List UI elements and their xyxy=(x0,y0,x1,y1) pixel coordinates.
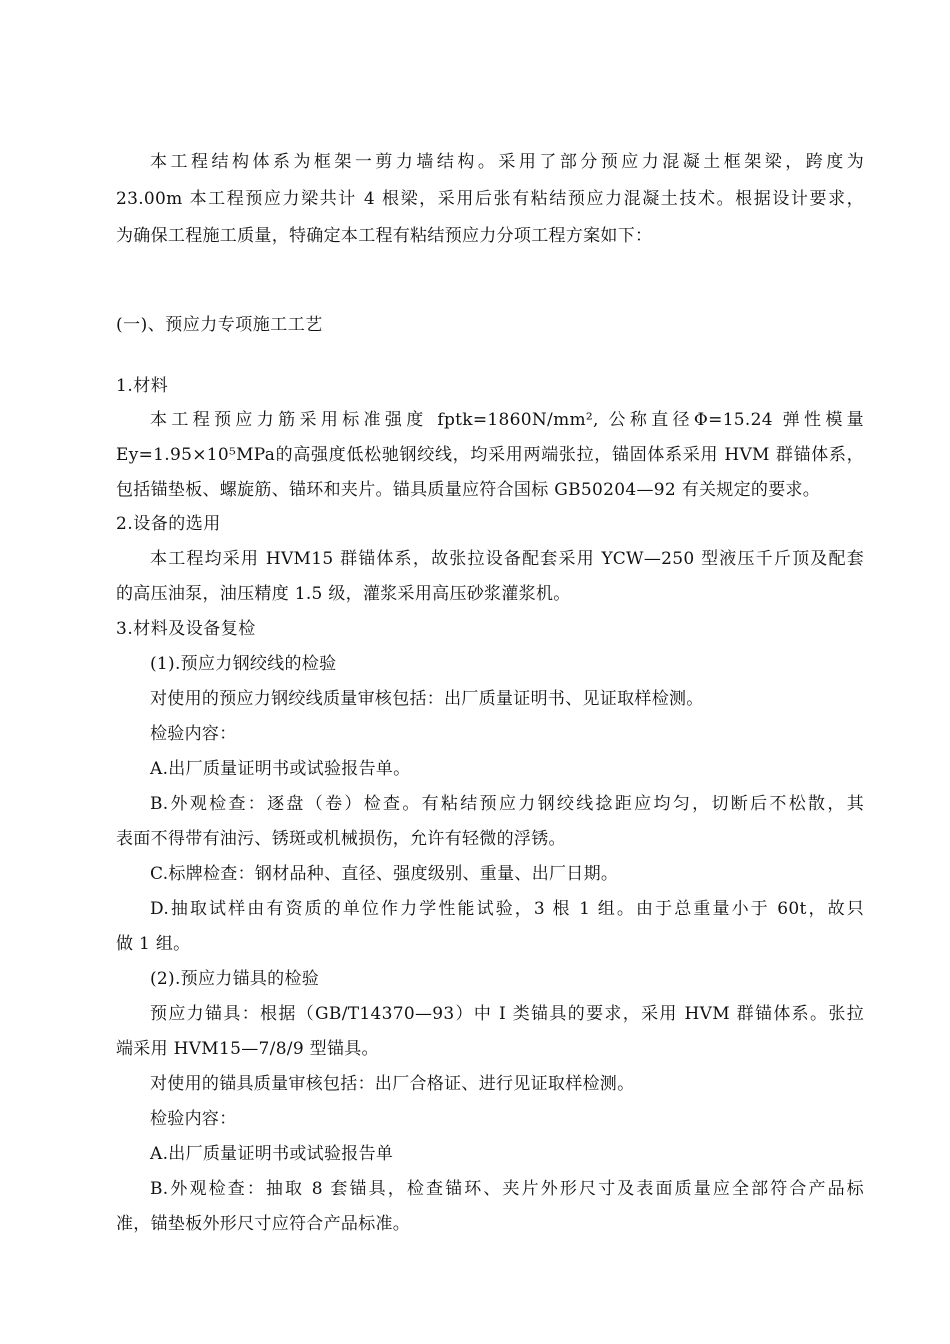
heading-equipment-selection: 2.设备的选用 xyxy=(116,514,221,534)
intro-paragraph-line-3: 为确保工程施工质量，特确定本工程有粘结预应力分项工程方案如下： xyxy=(116,226,653,246)
subheading-anchor-inspection: (2).预应力锚具的检验 xyxy=(150,969,320,989)
intro-paragraph-line-2: 23.00m 本工程预应力梁共计 4 根梁，采用后张有粘结预应力混凝土技术。根据设计要求， xyxy=(116,189,864,209)
intro-paragraph-line-1: 本工程结构体系为框架一剪力墙结构。采用了部分预应力混凝土框架梁，跨度为 xyxy=(150,152,864,172)
heading-material-recheck: 3.材料及设备复检 xyxy=(116,619,256,639)
anchor-paragraph-line-2: 端采用 HVM15—7/8/9 型锚具。 xyxy=(116,1039,379,1059)
anchor-item-b-line-1: B.外观检查：抽取 8 套锚具，检查锚环、夹片外形尺寸及表面质量应全部符合产品标 xyxy=(150,1179,864,1199)
strand-item-b-line-1: B.外观检查：逐盘（卷）检查。有粘结预应力钢绞线捻距应均匀，切断后不松散，其 xyxy=(150,794,864,814)
equipment-paragraph-line-2: 的高压油泵，油压精度 1.5 级，灌浆采用高压砂浆灌浆机。 xyxy=(116,584,571,604)
materials-paragraph-line-2: Ey=1.95×10⁵MPa的高强度低松驰钢绞线，均采用两端张拉，锚固体系采用 HVM 群锚体系， xyxy=(116,445,864,465)
anchor-paragraph-line-1: 预应力锚具：根据（GB/T14370—93）中 I 类锚具的要求，采用 HVM 群锚体系。张拉 xyxy=(150,1004,864,1024)
strand-item-a: A.出厂质量证明书或试验报告单。 xyxy=(150,759,411,779)
equipment-paragraph-line-1: 本工程均采用 HVM15 群锚体系，故张拉设备配套采用 YCW—250 型液压千斤顶及配套 xyxy=(150,549,864,569)
anchor-review-text: 对使用的锚具质量审核包括：出厂合格证、进行见证取样检测。 xyxy=(150,1074,635,1094)
materials-paragraph-line-1: 本工程预应力筋采用标准强度 fptk=1860N/mm², 公称直径Φ=15.24 弹性模量 xyxy=(150,410,864,430)
strand-inspection-contents-label: 检验内容： xyxy=(150,724,237,744)
anchor-item-b-line-2: 准，锚垫板外形尺寸应符合产品标准。 xyxy=(116,1214,411,1234)
heading-materials: 1.材料 xyxy=(116,376,169,396)
strand-item-d-line-2: 做 1 组。 xyxy=(116,934,191,954)
anchor-item-a: A.出厂质量证明书或试验报告单 xyxy=(150,1144,394,1164)
anchor-inspection-contents-label: 检验内容： xyxy=(150,1109,237,1129)
strand-item-d-line-1: D.抽取试样由有资质的单位作力学性能试验，3 根 1 组。由于总重量小于 60t，故只 xyxy=(150,899,864,919)
strand-item-b-line-2: 表面不得带有油污、锈斑或机械损伤，允许有轻微的浮锈。 xyxy=(116,829,566,849)
subheading-strand-inspection: (1).预应力钢绞线的检验 xyxy=(150,654,337,674)
section-heading-prestress-process: (一)、预应力专项施工工艺 xyxy=(116,315,323,335)
strand-item-c: C.标牌检查：钢材品种、直径、强度级别、重量、出厂日期。 xyxy=(150,864,619,884)
materials-paragraph-line-3: 包括锚垫板、螺旋筋、锚环和夹片。锚具质量应符合国标 GB50204—92 有关规定的要求。 xyxy=(116,480,821,500)
strand-review-text: 对使用的预应力钢绞线质量审核包括：出厂质量证明书、见证取样检测。 xyxy=(150,689,704,709)
